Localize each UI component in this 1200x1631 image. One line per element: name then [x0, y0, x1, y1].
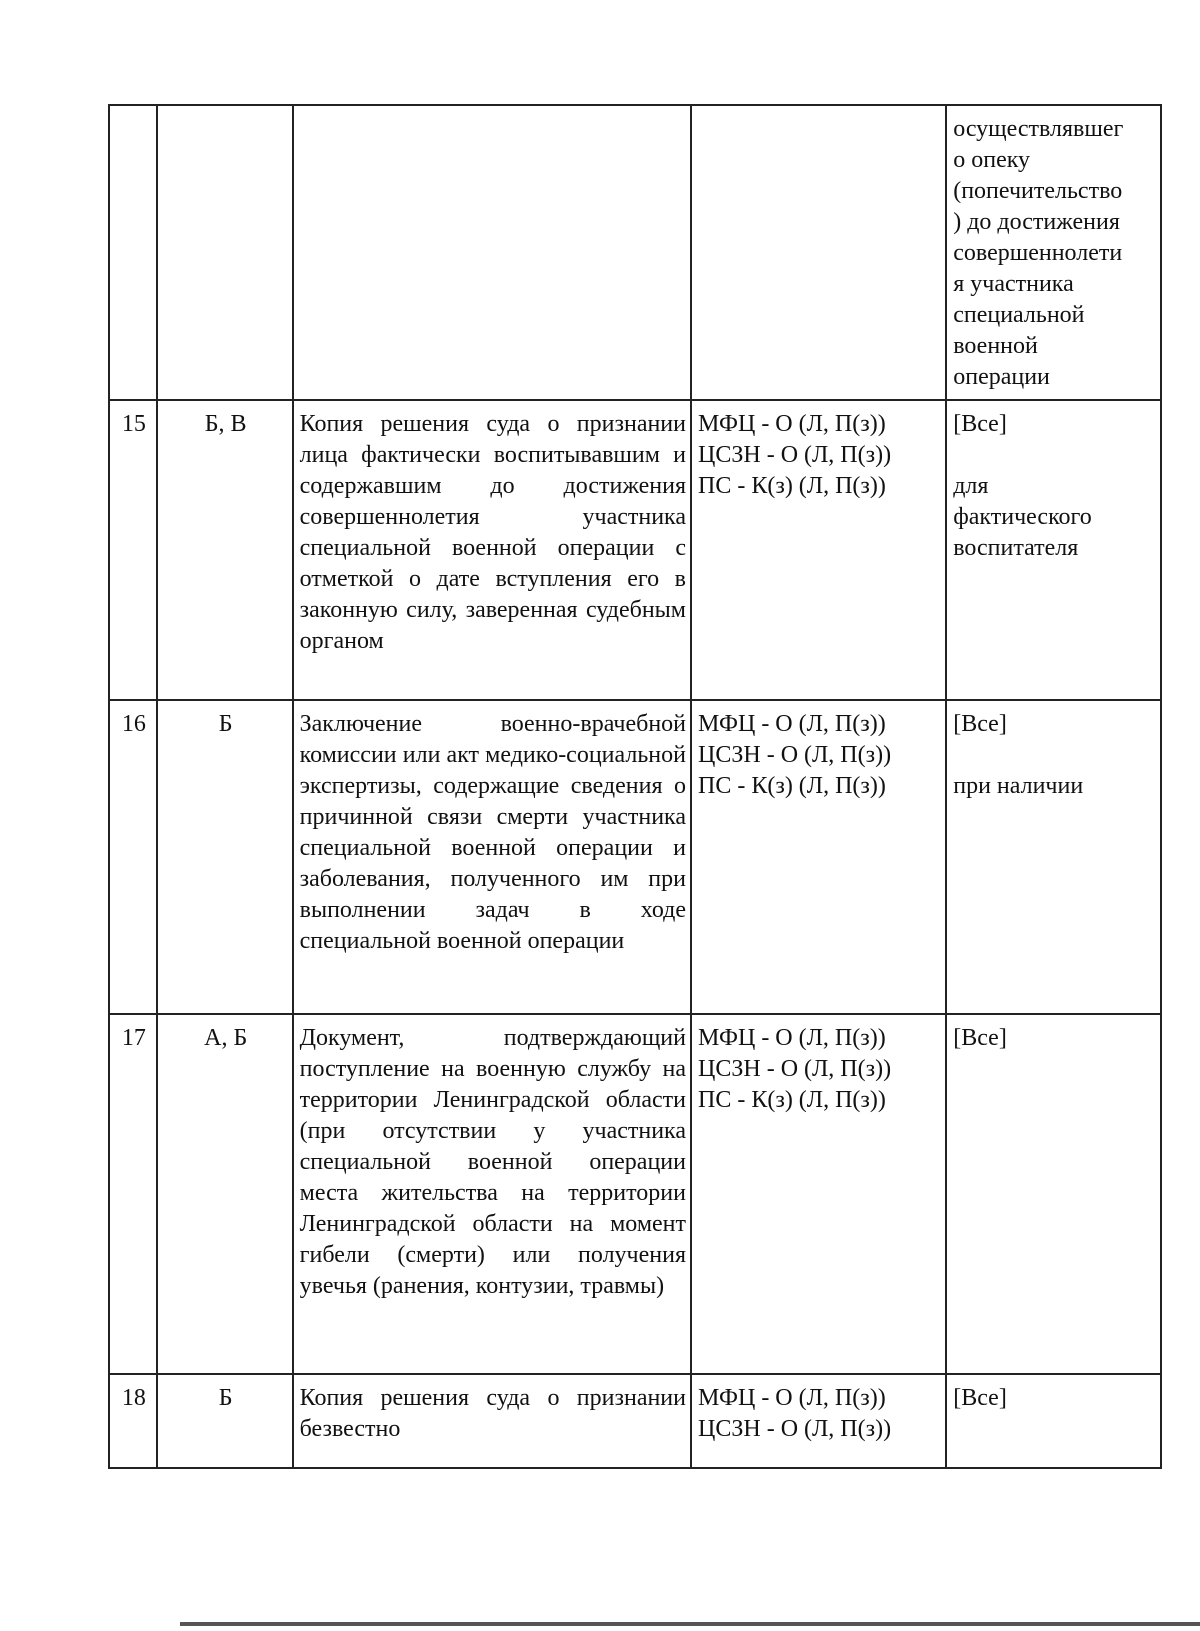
note-line: о опеку: [953, 147, 1031, 173]
row-document: [293, 1374, 691, 1468]
note-line: совершеннолети: [953, 240, 1123, 266]
source-line: МФЦ - О (Л, П(з)): [698, 711, 886, 737]
table-row: [109, 1014, 1161, 1374]
note-line: осуществлявшег: [953, 116, 1124, 142]
row-number: 16: [109, 700, 157, 1014]
table-row: [109, 700, 1161, 1014]
row-category: А, Б: [157, 1014, 293, 1374]
row-sources: [691, 400, 946, 700]
note-line: [Все]: [953, 1025, 1007, 1051]
source-line: ЦСЗН - О (Л, П(з)): [698, 442, 892, 468]
row-note: [946, 700, 1161, 1014]
table-row: [109, 105, 1161, 400]
document-text: Копия решения суда о признании безвестно: [299, 1385, 686, 1442]
table-row: [109, 1374, 1161, 1468]
row-category: [157, 105, 293, 400]
note-line: воспитателя: [953, 535, 1079, 561]
document-text: Документ, подтверждающий поступление на военную службу на территории Ленинградской области (при отсутствии у участника специальной военной операции места жительства на территории Ленинградской области на момент гибели (смерти) или получения увечья (ранения, контузии, травмы): [299, 1025, 686, 1299]
row-number: 15: [109, 400, 157, 700]
row-number: 17: [109, 1014, 157, 1374]
note-line: я участника: [953, 271, 1074, 297]
row-number: 18: [109, 1374, 157, 1468]
row-document: [293, 1014, 691, 1374]
note-line: специальной: [953, 302, 1085, 328]
row-category: Б: [157, 700, 293, 1014]
note-line: (попечительство: [953, 178, 1123, 204]
note-line: [Все]: [953, 711, 1007, 737]
source-line: МФЦ - О (Л, П(з)): [698, 411, 886, 437]
source-line: МФЦ - О (Л, П(з)): [698, 1025, 886, 1051]
note-line: операции: [953, 364, 1050, 390]
document-text: Копия решения суда о признании лица фактически воспитывавшим и содержавшим до достижения совершеннолетия участника специальной военной операции с отметкой о дате вступления его в законную силу, заверенная судебным органом: [299, 411, 686, 654]
row-note: [946, 1374, 1161, 1468]
row-document: [293, 700, 691, 1014]
row-sources: [691, 1374, 946, 1468]
note-line: фактического: [953, 504, 1092, 530]
row-category: Б: [157, 1374, 293, 1468]
table-row: [109, 400, 1161, 700]
note-line: при наличии: [953, 773, 1084, 799]
source-line: ПС - К(з) (Л, П(з)): [698, 473, 886, 499]
row-document: [293, 105, 691, 400]
source-line: ПС - К(з) (Л, П(з)): [698, 773, 886, 799]
page-bottom-edge: [180, 1622, 1200, 1626]
source-line: ЦСЗН - О (Л, П(з)): [698, 1056, 892, 1082]
source-line: ЦСЗН - О (Л, П(з)): [698, 742, 892, 768]
document-page: [108, 104, 1162, 1469]
note-line: [Все]: [953, 1385, 1007, 1411]
note-line: ) до достижения: [953, 209, 1120, 235]
row-category: Б, В: [157, 400, 293, 700]
note-line: для: [953, 473, 989, 499]
source-line: ЦСЗН - О (Л, П(з)): [698, 1416, 892, 1442]
row-note: [946, 1014, 1161, 1374]
source-line: МФЦ - О (Л, П(з)): [698, 1385, 886, 1411]
row-document: [293, 400, 691, 700]
note-line: [Все]: [953, 411, 1007, 437]
note-gap: [953, 440, 1156, 471]
row-note: [946, 400, 1161, 700]
row-number: [109, 105, 157, 400]
requirements-table: [108, 104, 1162, 1469]
row-sources: [691, 1014, 946, 1374]
source-line: ПС - К(з) (Л, П(з)): [698, 1087, 886, 1113]
note-line: военной: [953, 333, 1038, 359]
document-text: Заключение военно-врачебной комиссии или акт медико-социальной экспертизы, содержащие сведения о причинной связи смерти участника специальной военной операции и заболевания, полученного им при выполнении задач в ходе специальной военной операции: [299, 711, 686, 954]
note-gap: [953, 740, 1156, 771]
row-sources: [691, 105, 946, 400]
row-note: [946, 105, 1161, 400]
row-sources: [691, 700, 946, 1014]
